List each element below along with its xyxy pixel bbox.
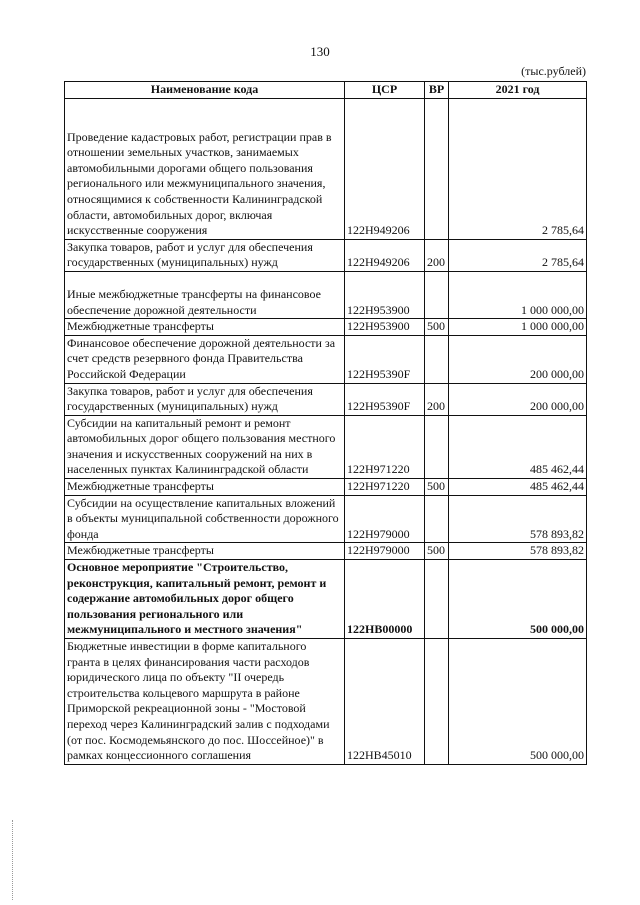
table-header-row [65,82,587,99]
row-name-cell: Закупка товаров, работ и услуг для обеспечения государственных (муниципальных) нужд [65,383,345,415]
row-name-cell: Основное мероприятие "Строительство, реконструкция, капитальный ремонт, ремонт и содержание автомобильных дорог общего пользования регионального или межмуниципального и местного значения" [65,560,345,639]
page-number: 130 [310,44,330,59]
row-vr-cell [425,271,449,318]
header-name: Наименование кода [65,82,345,99]
row-vr-cell: 500 [425,319,449,336]
header-year: 2021 год [449,82,587,99]
row-amount-cell: 2 785,64 [449,239,587,271]
row-amount-cell: 485 462,44 [449,479,587,496]
row-amount-cell: 500 000,00 [449,560,587,639]
row-csr-cell: 122H95390F [345,335,425,383]
row-amount-cell: 1 000 000,00 [449,271,587,318]
table-row [65,495,587,543]
row-name-cell: Субсидии на капитальный ремонт и ремонт автомобильных дорог общего пользования местного значения и искусственных сооружений на них в населенных пунктах Калининградской области [65,415,345,478]
header-csr: ЦСР [345,82,425,99]
table-row [65,271,587,318]
row-name-cell: Межбюджетные трансферты [65,319,345,336]
row-csr-cell: 122H949206 [345,239,425,271]
row-amount-cell: 1 000 000,00 [449,319,587,336]
header-vr: ВР [425,82,449,99]
row-vr-cell [425,495,449,543]
row-name-cell: Межбюджетные трансферты [65,543,345,560]
row-vr-cell [425,639,449,765]
row-csr-cell: 122H953900 [345,319,425,336]
table-body [65,98,587,764]
row-vr-cell [425,335,449,383]
row-amount-cell: 2 785,64 [449,98,587,239]
margin-mark [12,820,14,900]
table-row [65,383,587,415]
table-row [65,335,587,383]
row-name-cell: Закупка товаров, работ и услуг для обеспечения государственных (муниципальных) нужд [65,239,345,271]
row-csr-cell: 122HB00000 [345,560,425,639]
row-name-cell: Проведение кадастровых работ, регистрации прав в отношении земельных участков, занимаемых автомобильными дорогами общего пользования регионального или межмуниципального значения, относящимися к собственности Калининградской области, автомобильных дорог, включая искусственные сооружения [65,98,345,239]
row-csr-cell: 122H953900 [345,271,425,318]
row-vr-cell: 500 [425,479,449,496]
row-amount-cell: 500 000,00 [449,639,587,765]
table-row [65,319,587,336]
table-row [65,415,587,478]
row-vr-cell: 200 [425,383,449,415]
table-row [65,479,587,496]
row-vr-cell [425,98,449,239]
row-vr-cell: 200 [425,239,449,271]
table-row [65,98,587,239]
row-csr-cell: 122H95390F [345,383,425,415]
row-name-cell: Субсидии на осуществление капитальных вложений в объекты муниципальной собственности дорожного фонда [65,495,345,543]
row-amount-cell: 485 462,44 [449,415,587,478]
row-vr-cell [425,560,449,639]
row-csr-cell: 122H979000 [345,495,425,543]
row-amount-cell: 578 893,82 [449,495,587,543]
row-amount-cell: 578 893,82 [449,543,587,560]
table-row [65,560,587,639]
row-csr-cell: 122H949206 [345,98,425,239]
row-vr-cell: 500 [425,543,449,560]
row-csr-cell: 122H979000 [345,543,425,560]
row-vr-cell [425,415,449,478]
row-name-cell: Финансовое обеспечение дорожной деятельности за счет средств резервного фонда Правительства Российской Федерации [65,335,345,383]
row-csr-cell: 122H971220 [345,479,425,496]
table-row [65,543,587,560]
row-name-cell: Бюджетные инвестиции в форме капитального гранта в целях финансирования части расходов юридического лица по объекту "II очередь строительства кольцевого маршрута в районе Приморской рекреационной зоны - "Мостовой переход через Калининградский залив с подходами (от пос. Космодемьянского до пос. Шоссейное)" в рамках концессионного соглашения [65,639,345,765]
row-csr-cell: 122HB45010 [345,639,425,765]
unit-note: (тыс.рублей) [521,64,586,78]
row-name-cell: Межбюджетные трансферты [65,479,345,496]
row-amount-cell: 200 000,00 [449,335,587,383]
row-amount-cell: 200 000,00 [449,383,587,415]
budget-table [64,81,587,765]
row-name-cell: Иные межбюджетные трансферты на финансовое обеспечение дорожной деятельности [65,271,345,318]
row-csr-cell: 122H971220 [345,415,425,478]
table-row [65,239,587,271]
table-row [65,639,587,765]
